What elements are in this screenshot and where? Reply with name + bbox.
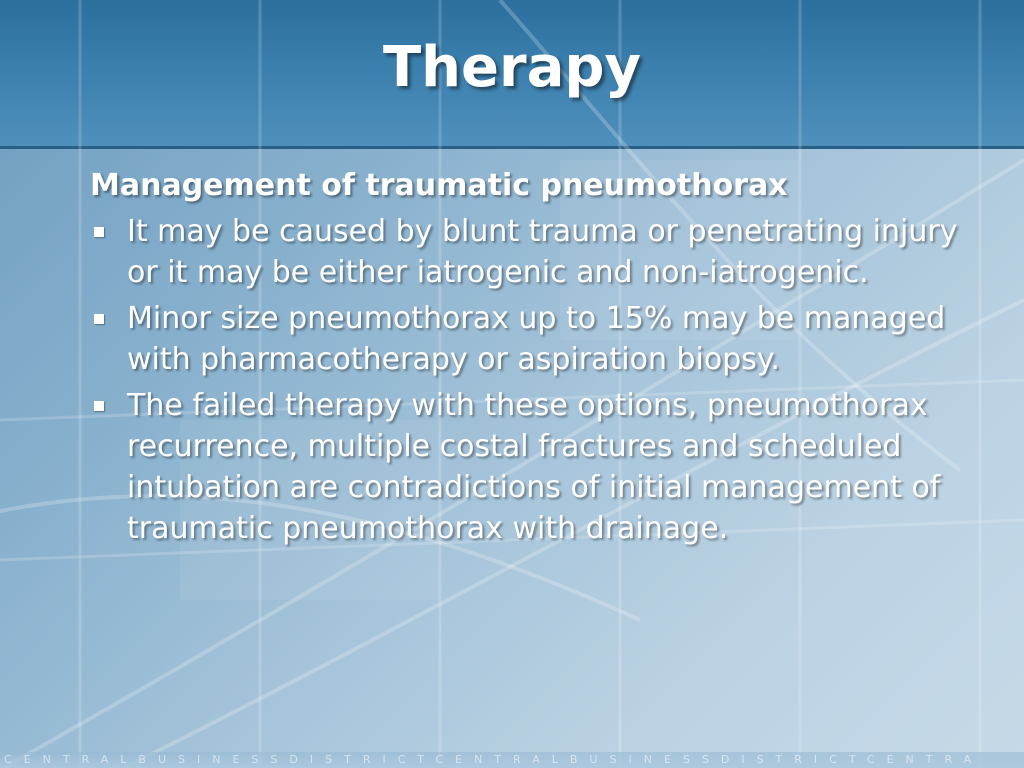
slide-subtitle: Management of traumatic pneumothorax bbox=[90, 168, 788, 203]
square-bullet-icon bbox=[94, 314, 104, 324]
slide-content bbox=[90, 166, 970, 554]
bullet-list bbox=[90, 211, 970, 549]
footer-strip bbox=[0, 752, 1024, 768]
bullet-item bbox=[90, 385, 970, 549]
bullet-text: Minor size pneumothorax up to 15% may be managed with pharmacotherapy or aspiration biopsy. bbox=[127, 301, 946, 377]
square-bullet-icon bbox=[94, 227, 104, 237]
footer-watermark-text: CENTRALBUSINESSDISTRICTCENTRALBUSINESSDISTRICTCENTRA bbox=[4, 753, 984, 766]
slide-title: Therapy bbox=[382, 35, 642, 100]
bullet-item bbox=[90, 298, 970, 380]
square-bullet-icon bbox=[94, 401, 104, 411]
bullet-text: It may be caused by blunt trauma or penetrating injury or it may be either iatrogenic and non-iatrogenic. bbox=[127, 214, 958, 290]
bullet-item bbox=[90, 211, 970, 293]
bullet-text: The failed therapy with these options, pneumothorax recurrence, multiple costal fractures and scheduled intubation are contradictions of initial management of traumatic pneumothorax with drainage. bbox=[127, 388, 941, 546]
